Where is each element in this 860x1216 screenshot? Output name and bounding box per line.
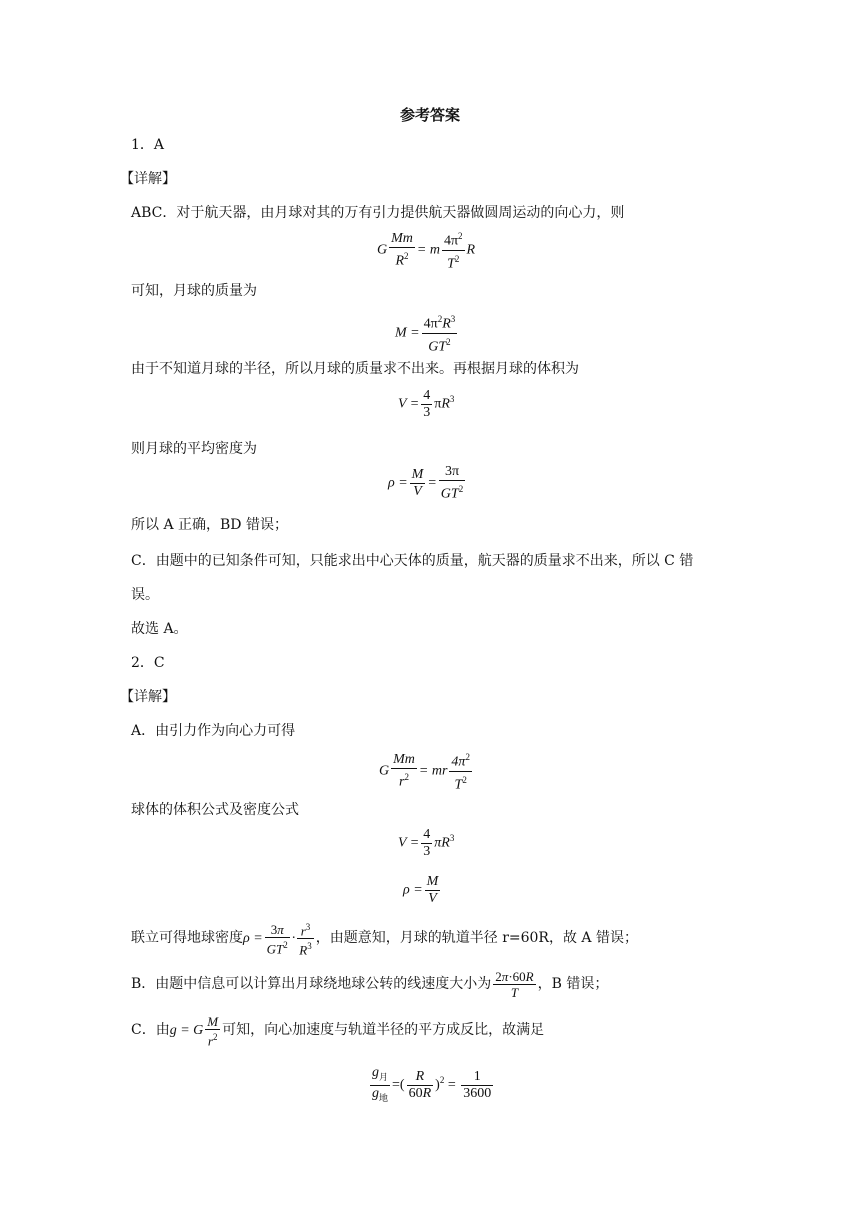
equation-moon-mass: M = $\frac{4\pi^2R^3}{GT^2}$ — [395, 314, 456, 355]
q2-line3-suffix: ，由题意知，月球的轨道半径 r=60R，故 A 错误； — [315, 930, 638, 947]
q2-line5-suffix: 可知，向心加速度与轨道半径的平方成反比，故满足 — [222, 1022, 545, 1038]
equation-linear-speed: $\frac{2\pi\cdot 60R}{T}$ — [495, 969, 534, 1001]
q2-text-line-2: 球体的体积公式及密度公式 — [131, 802, 299, 818]
page-title: 参考答案 — [400, 106, 461, 124]
q1-text-line-3: 由于不知道月球的半径，所以月球的质量求不出来。再根据月球的体积为 — [131, 361, 579, 377]
detail-heading-2: 【详解】 — [120, 689, 176, 705]
equation-earth-density: ρ = $\frac{3\pi}{GT^2}$ · $\frac{r^3}{R^3}$ — [243, 921, 312, 958]
answer-1-label: 1．A — [131, 137, 165, 153]
equation-volume-1: V = $\frac{4}{3}$ $\pi R^3$ — [398, 388, 455, 420]
q2-text-line-3 — [131, 920, 638, 958]
q2-text-line-1: A．由引力作为向心力可得 — [131, 723, 296, 739]
q2-line4-suffix: ，B 错误； — [537, 976, 609, 992]
equation-density-definition: ρ = $\frac{M}{V}$ — [403, 874, 439, 906]
equation-acceleration-ratio: $\frac{g_月}{g_地}$ =( $\frac{R}{60R}$ )$^2$ = $\frac{1}{3600}$ — [368, 1065, 495, 1106]
equation-density-1: ρ = $\frac{M}{V}$ = $\frac{3\pi}{GT^2}$ — [388, 464, 464, 502]
q2-text-line-4 — [131, 966, 608, 1003]
q1-text-line-2: 可知，月球的质量为 — [131, 283, 257, 299]
equation-gravity-centripetal-1: G $\frac{Mm}{R^2}$ = m $\frac{4\pi^2}{T^2}$ R — [377, 230, 476, 272]
answer-2-label: 2．C — [131, 655, 165, 671]
q1-text-line-1: ABC．对于航天器，由月球对其的万有引力提供航天器做圆周运动的向心力，则 — [131, 205, 625, 221]
equation-gravity-centripetal-2: G $\frac{Mm}{r^2}$ = mr $\frac{4\pi^2}{T^2}$ — [379, 751, 470, 793]
equation-volume-2: V = $\frac{4}{3}$ $\pi R^3$ — [398, 827, 455, 859]
q1-text-line-6a: C．由题中的已知条件可知，只能求出中心天体的质量，航天器的质量求不出来，所以 C 错 — [131, 553, 694, 569]
q2-line3-prefix: 联立可得地球密度 — [131, 930, 243, 947]
equation-gravity-acceleration: g = G $\frac{M}{r^2}$ — [169, 1013, 219, 1048]
q1-text-line-6b: 误。 — [131, 587, 159, 603]
detail-heading-1: 【详解】 — [120, 171, 176, 187]
q2-line5-prefix: C．由 — [131, 1022, 170, 1038]
q1-text-line-7: 故选 A。 — [131, 621, 188, 637]
q1-text-line-5: 所以 A 正确，BD 错误； — [131, 517, 288, 533]
q2-text-line-5 — [131, 1012, 544, 1049]
q2-line4-prefix: B．由题中信息可以计算出月球绕地球公转的线速度大小为 — [131, 976, 492, 992]
q1-text-line-4: 则月球的平均密度为 — [131, 441, 257, 457]
